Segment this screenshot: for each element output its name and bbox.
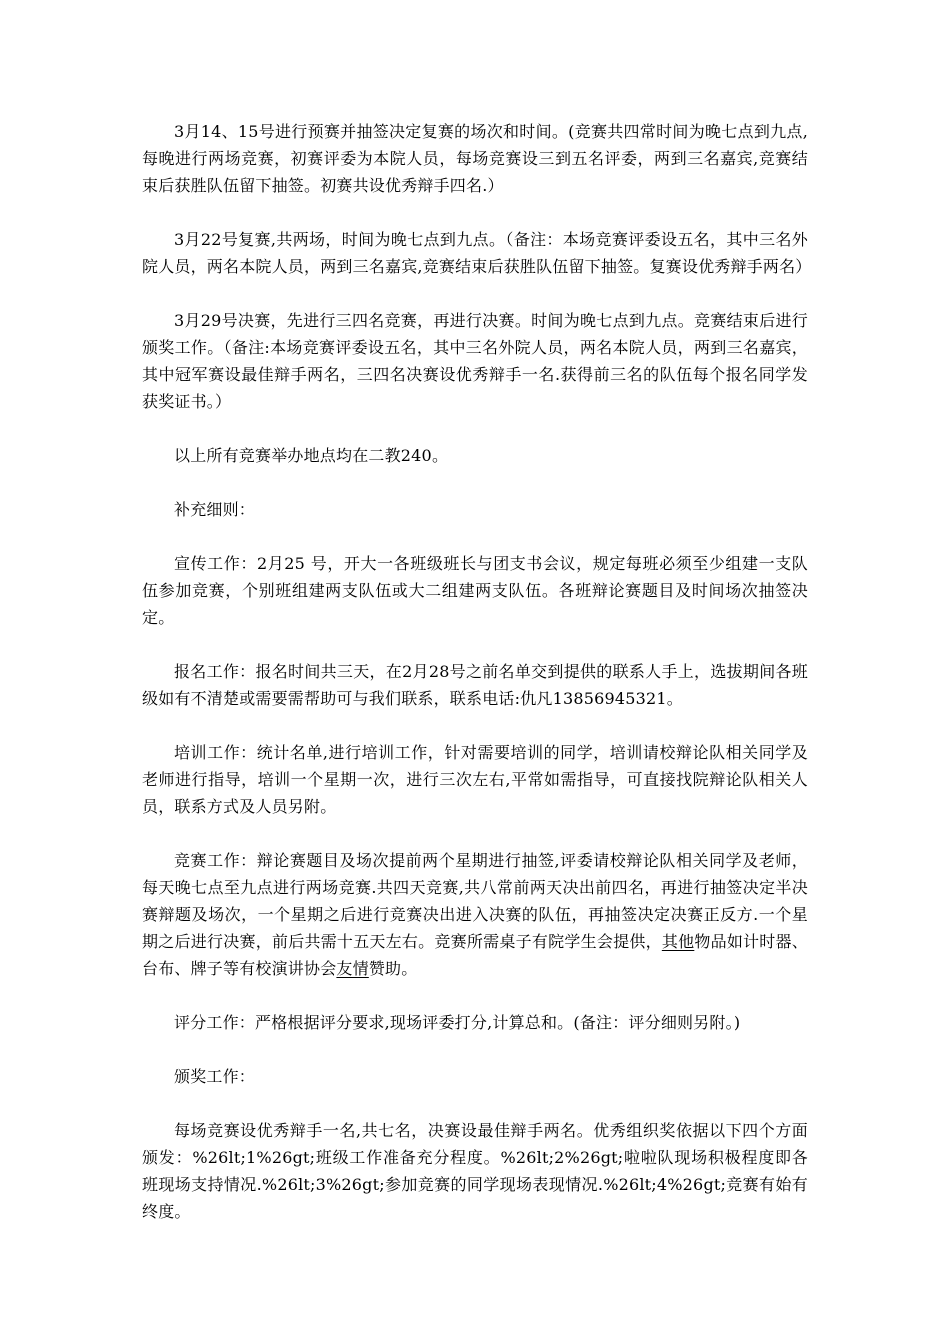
friendship-link[interactable]: 友情 [336,959,369,978]
competition-work-text-part-2: 物品如计时器、台布、牌子等有校演讲协会 [142,932,808,978]
paragraph-competition-work [142,847,808,982]
paragraph-registration-work: 报名工作：报名时间共三天，在2月28号之前名单交到提供的联系人手上，选拔期间各班级如有不清楚或需要需帮助可与我们联系，联系电话:仇凡13856945321。 [142,662,808,708]
paragraph-second-round: 3月22号复赛,共两场，时间为晚七点到九点。（备注：本场竞赛评委设五名，其中三名外院人员，两名本院人员，两到三名嘉宾,竞赛结束后获胜队伍留下抽签。复赛设优秀辩手两名） [142,230,812,276]
competition-work-text-part-3: 赞助。 [368,959,418,978]
competition-work-text-part-1: 竞赛工作：辩论赛题目及场次提前两个星期进行抽签,评委请校辩论队相关同学及老师，每天晚七点至九点进行两场竞赛.共四天竞赛,共八常前两天决出前四名，再进行抽签决定半决赛辩题及场次，一个星期之后进行竞赛决出进入决赛的队伍，再抽签决定决赛正反方.一个星期之后进行决赛，前后共需十五天左右。竞赛所需桌子有院学生会提供， [142,851,808,951]
other-link[interactable]: 其他 [661,932,695,951]
document-body [142,118,812,1225]
paragraph-scoring-work: 评分工作：严格根据评分要求,现场评委打分,计算总和。(备注：评分细则另附。) [174,1013,741,1032]
paragraph-preliminary-round: 3月14、15号进行预赛并抽签决定复赛的场次和时间。(竞赛共四常时间为晚七点到九点,每晚进行两场竞赛，初赛评委为本院人员，每场竞赛设三到五名评委，两到三名嘉宾,竞赛结束后获胜队伍留下抽签。初赛共设优秀辩手四名.） [142,122,808,195]
paragraph-final-round: 3月29号决赛，先进行三四名竞赛，再进行决赛。时间为晚七点到九点。竞赛结束后进行颁奖工作。（备注:本场竞赛评委设五名，其中三名外院人员，两名本院人员，两到三名嘉宾，其中冠军赛设最佳辩手两名，三四名决赛设优秀辩手一名.获得前三名的队伍每个报名同学发获奖证书。） [142,311,808,411]
paragraph-venue: 以上所有竞赛举办地点均在二教240。 [174,446,449,465]
paragraph-training-work: 培训工作：统计名单,进行培训工作，针对需要培训的同学，培训请校辩论队相关同学及老师进行指导，培训一个星期一次，进行三次左右,平常如需指导，可直接找院辩论队相关人员，联系方式及人员另附。 [142,743,808,816]
paragraph-supplementary-rules-heading: 补充细则： [174,500,256,519]
paragraph-awards-heading: 颁奖工作： [174,1067,256,1086]
paragraph-publicity-work: 宣传工作：2月25 号，开大一各班级班长与团支书会议，规定每班必须至少组建一支队伍参加竞赛，个别班组建两支队伍或大二组建两支队伍。各班辩论赛题目及时间场次抽签决定。 [142,554,808,627]
paragraph-awards-details: 每场竞赛设优秀辩手一名,共七名，决赛设最佳辩手两名。优秀组织奖依据以下四个方面颁发：%26lt;1%26gt;班级工作准备充分程度。%26lt;2%26gt;啦啦队现场积极程度即各班现场支持情况.%26lt;3%26gt;参加竞赛的同学现场表现情况.%26lt;4%26gt;竞赛有始有终度。 [142,1121,808,1221]
